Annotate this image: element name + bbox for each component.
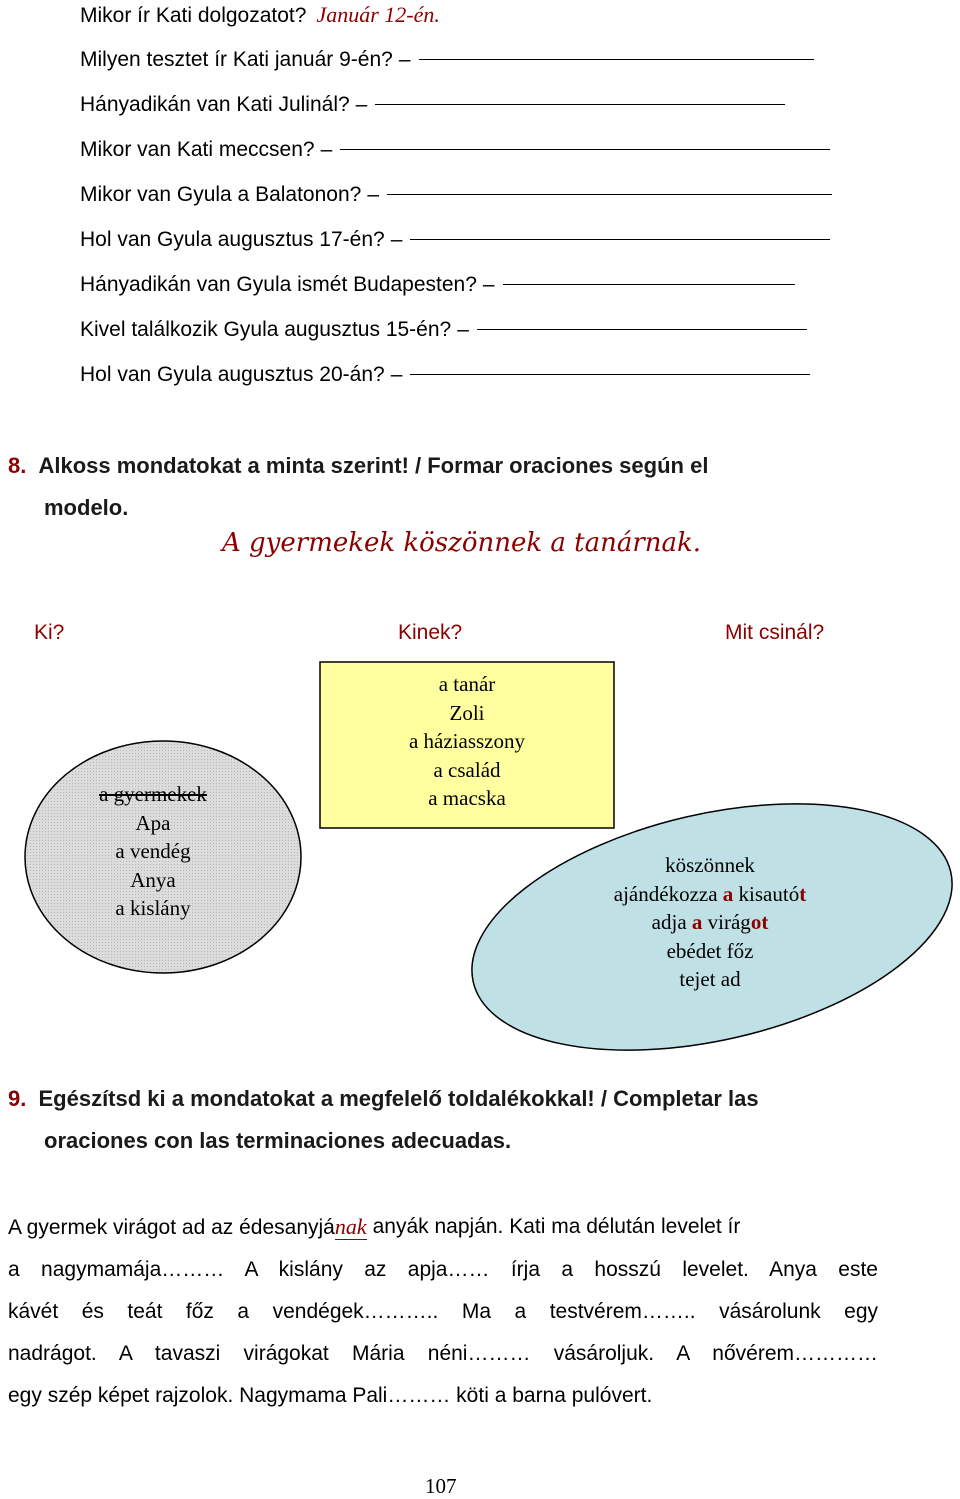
exercise-title: Alkoss mondatokat a minta szerint! / Formar oraciones según el: [38, 453, 709, 478]
verb-part: tejet ad: [679, 967, 741, 991]
sentence-rest: anyák napján. Kati ma délután levelet ír: [372, 1215, 741, 1238]
verb-part: a: [691, 910, 703, 934]
question-text: Milyen tesztet ír Kati január 9-én?: [80, 48, 393, 71]
verb-part: köszönnek: [665, 853, 755, 877]
exercise-9-heading: [8, 1078, 908, 1162]
exercise-title-cont: oraciones con las terminaciones adecuadas.: [44, 1128, 512, 1153]
question-answer: Január 12-én.: [316, 2, 440, 27]
verb-part: a: [722, 881, 734, 906]
line-text: kávét és teát főz a vendégek……….. Ma a testvérem…….. vásárolunk egy: [8, 1300, 878, 1323]
verb-item: [520, 851, 900, 880]
subject-item: Apa: [135, 810, 171, 835]
line-text: nadrágot. A tavaszi virágokat Mária néni……… vásároljuk. A nővérem…………: [8, 1342, 878, 1365]
answer-dash: –: [398, 48, 411, 71]
text-line: [8, 1333, 878, 1375]
filled-suffix: nak: [334, 1214, 367, 1239]
sentence-with-fill: [8, 1206, 367, 1249]
subject-item: a vendég: [115, 839, 191, 863]
verb-part: ajándékozza: [613, 881, 723, 906]
verb-part: kisautó: [733, 881, 800, 906]
answer-dash: –: [355, 93, 368, 116]
question-text: Mikor van Gyula a Balatonon?: [80, 183, 362, 206]
question-text: Kivel találkozik Gyula augusztus 15-én?: [80, 318, 452, 341]
subject-item: a gyermekek: [99, 782, 207, 806]
subject-item: Anya: [130, 867, 176, 892]
verb-part: ot: [750, 910, 769, 934]
question-text: Hol van Gyula augusztus 17-én?: [80, 228, 385, 251]
answer-dash: –: [320, 138, 333, 161]
exercise-title-cont: modelo.: [44, 495, 129, 520]
column-label-who: Ki?: [34, 621, 65, 644]
question-text: Mikor van Kati meccsen?: [80, 138, 315, 161]
column-label-what: Mit csinál?: [725, 621, 825, 644]
text-line: [8, 1375, 878, 1417]
sentence-start: A gyermek virágot ad az édesanyjá: [8, 1216, 335, 1239]
exercise-9-text: [8, 1206, 878, 1417]
verb-item: [520, 937, 900, 966]
text-line: [8, 1206, 878, 1249]
answer-dash: –: [390, 228, 403, 251]
object-item: a macska: [428, 786, 506, 810]
answer-dash: –: [482, 273, 495, 296]
object-list: [320, 670, 614, 813]
exercise-title: Egészítsd ki a mondatokat a megfelelő toldalékokkal! / Completar las: [38, 1086, 759, 1111]
subject-item: a kislány: [115, 896, 191, 920]
verb-list: [520, 851, 900, 994]
verb-part: adja: [651, 910, 692, 934]
verb-item: [520, 965, 900, 994]
text-line: [8, 1291, 878, 1333]
example-sentence: A gyermekek köszönnek a tanárnak.: [222, 528, 702, 558]
verb-part: ebédet főz: [666, 938, 754, 963]
question-text: Mikor ír Kati dolgozatot?: [80, 4, 307, 27]
verb-item: [520, 908, 900, 937]
column-label-whom: Kinek?: [398, 621, 463, 644]
object-item: a család: [433, 757, 501, 782]
question-text: Hányadikán van Kati Julinál?: [80, 93, 350, 116]
text-line: [8, 1249, 878, 1291]
line-text: a nagymamája……… A kislány az apja…… írja a hosszú levelet. Anya este: [8, 1258, 878, 1281]
object-item: a tanár: [438, 672, 496, 696]
exercise-number: 8.: [8, 453, 27, 478]
verb-item: [520, 880, 900, 909]
verb-part: t: [799, 881, 807, 906]
verb-part: virág: [702, 910, 751, 934]
answer-dash: –: [367, 183, 380, 206]
answer-dash: –: [457, 318, 469, 341]
subject-list: [43, 780, 263, 923]
question-text: Hol van Gyula augusztus 20-án?: [80, 363, 385, 386]
object-item: Zoli: [449, 700, 485, 725]
exercise-number: 9.: [8, 1086, 27, 1111]
line-text: egy szép képet rajzolok. Nagymama Pali……… köti a barna pulóvert.: [8, 1384, 653, 1407]
object-item: a háziasszony: [408, 729, 526, 753]
page-number: 107: [425, 1474, 457, 1498]
question-text: Hányadikán van Gyula ismét Budapesten?: [80, 273, 477, 296]
answer-dash: –: [390, 363, 403, 386]
